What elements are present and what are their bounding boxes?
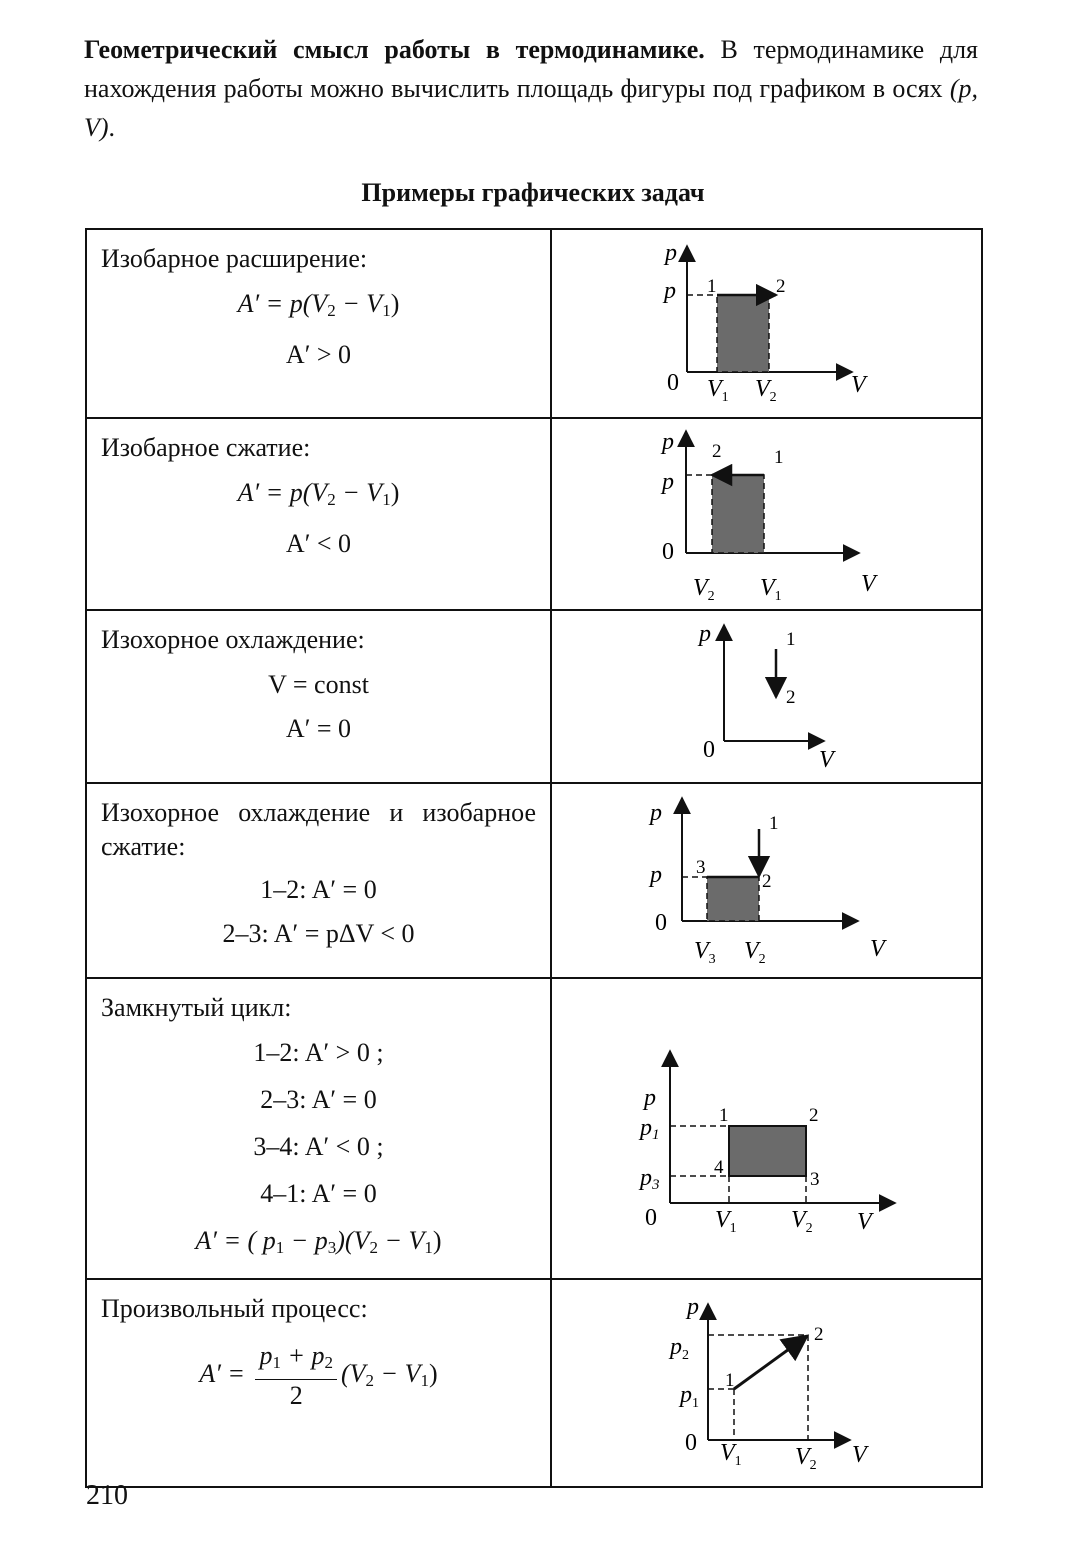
tick-label-v1: $V_1$ (715, 1207, 737, 1236)
process-name: Изобарное сжатие: (101, 433, 311, 462)
pv-graph-isobaric-compression (552, 419, 983, 604)
row-graph-closed-cycle (551, 978, 982, 1279)
work-area (712, 475, 764, 553)
pv-graph-isochoric-isobaric (552, 784, 983, 972)
step-1-2: 1–2: A′ = 0 (260, 875, 377, 904)
origin-label: 0 (703, 737, 715, 763)
step-2-3: 2–3: A′ = 0 (260, 1085, 377, 1114)
level-label-p: p (664, 278, 676, 304)
point-label-2: 2 (814, 1324, 824, 1345)
level-label-p: p (662, 469, 674, 495)
level-label-p: p (650, 862, 662, 888)
origin-label: 0 (662, 539, 674, 565)
origin-label: 0 (655, 910, 667, 936)
process-arrow (734, 1336, 807, 1389)
row-text-isobaric-expansion (86, 229, 551, 418)
process-name: Изохорное охлаждение: (101, 625, 365, 654)
tick-label-v2: $V_2$ (755, 376, 777, 405)
page-number: 210 (86, 1480, 128, 1511)
work-area (717, 295, 769, 372)
axis-label-p: p (665, 240, 677, 266)
origin-label: 0 (645, 1205, 657, 1231)
point-label-1: 1 (725, 1370, 735, 1391)
step-4-1: 4–1: A′ = 0 (260, 1179, 377, 1208)
axis-label-v: V (861, 571, 876, 597)
table-row (86, 1279, 982, 1487)
row-graph-arbitrary-process (551, 1279, 982, 1487)
pv-graph-closed-cycle (552, 979, 983, 1273)
axis-label-v: V (857, 1209, 872, 1235)
point-label-1: 1 (774, 447, 784, 468)
step-2-3: 2–3: A′ = pΔV < 0 (222, 919, 415, 948)
axis-label-p: p (699, 621, 711, 647)
pv-graph-isochoric-cooling (552, 611, 983, 777)
row-text-isobaric-compression (86, 418, 551, 610)
formula: V = const (268, 670, 369, 699)
tick-label-v3: $V_3$ (694, 938, 716, 967)
axes (724, 625, 824, 741)
axis-label-p: p (662, 429, 674, 455)
fraction: $\frac{p1 + p2}{2}$ (255, 1340, 337, 1412)
tick-label-v2: $V_2$ (744, 938, 766, 967)
table-row (86, 610, 982, 783)
row-graph-isobaric-expansion (551, 229, 982, 418)
formula: A′ = $\frac{p1 + p2}{2}$ (V2 − V1) (199, 1341, 438, 1410)
intro-text: В термодинамике для нахождения работы можно вычислить площадь фигуры под графиком в осях (84, 35, 978, 103)
row-graph-isochoric-isobaric (551, 783, 982, 978)
row-graph-isochoric-cooling (551, 610, 982, 783)
tick-label-v2: $V_2$ (693, 575, 715, 604)
origin-label: 0 (685, 1430, 697, 1456)
pv-graph-arbitrary-process (552, 1280, 983, 1481)
table-row (86, 229, 982, 418)
intro-title: Геометрический смысл работы в термодинамике. (84, 35, 705, 64)
level-label-p1: $p_1$ (680, 1382, 699, 1411)
row-graph-isobaric-compression (551, 418, 982, 610)
process-name: Замкнутый цикл: (101, 993, 292, 1022)
total-work-formula: A′ = ( p1 − p3)(V2 − V1) (195, 1226, 442, 1257)
process-name: Изобарное расширение: (101, 244, 368, 273)
origin-label: 0 (667, 370, 679, 396)
work-condition: A′ > 0 (285, 340, 352, 369)
axis-label-p: p (644, 1085, 656, 1111)
tick-label-v1: $V_1$ (760, 575, 782, 604)
row-text-isochoric-isobaric (86, 783, 551, 978)
point-label-2: 2 (776, 276, 786, 297)
formula: A′ = p(V2 − V1) (237, 289, 400, 320)
pv-graph-isobaric-expansion (552, 230, 983, 412)
process-name: Произвольный процесс: (101, 1294, 368, 1323)
level-label-p1: p1 (640, 1115, 660, 1143)
examples-table (85, 228, 983, 1488)
row-text-isochoric-cooling (86, 610, 551, 783)
tick-label-v1: $V_1$ (720, 1440, 742, 1469)
point-label-1: 1 (719, 1105, 729, 1126)
cycle-area (729, 1126, 806, 1176)
point-label-1: 1 (769, 813, 779, 834)
step-3-4: 3–4: A′ < 0 ; (253, 1132, 384, 1161)
axis-label-p: p (650, 800, 662, 826)
axis-label-p: p (687, 1294, 699, 1320)
axis-label-v: V (852, 1442, 867, 1468)
table-row (86, 783, 982, 978)
axis-label-v: V (851, 372, 866, 398)
work-condition: A′ = 0 (285, 714, 352, 743)
point-label-1: 1 (786, 629, 796, 650)
step-1-2: 1–2: A′ > 0 ; (253, 1038, 384, 1067)
work-condition: A′ < 0 (285, 529, 352, 558)
formula: A′ = p(V2 − V1) (237, 478, 400, 509)
tick-label-v2: $V_2$ (791, 1207, 813, 1236)
point-label-3: 3 (810, 1169, 820, 1190)
table-row (86, 418, 982, 610)
table-title: Примеры графических задач (361, 178, 705, 207)
axis-label-v: V (870, 936, 885, 962)
point-label-2: 2 (786, 687, 796, 708)
tick-label-v1: $V_1$ (707, 376, 729, 405)
intro-paragraph (84, 30, 978, 147)
point-label-2: 2 (809, 1105, 819, 1126)
intro-end: . (108, 113, 116, 142)
point-label-4: 4 (714, 1157, 724, 1178)
intro-axes: (p, V) (84, 74, 978, 142)
level-label-p3: p3 (640, 1165, 660, 1193)
point-label-1: 1 (707, 276, 717, 297)
table-row (86, 978, 982, 1279)
row-text-closed-cycle (86, 978, 551, 1279)
point-label-2: 2 (762, 871, 772, 892)
axis-label-v: V (819, 747, 834, 773)
level-label-p2: $p_2$ (670, 1334, 689, 1363)
work-area (707, 877, 759, 921)
row-text-arbitrary-process (86, 1279, 551, 1487)
tick-label-v2: $V_2$ (795, 1444, 817, 1473)
point-label-2: 2 (712, 441, 722, 462)
process-name: Изохорное охлаждение и изобарное сжатие: (101, 798, 536, 861)
point-label-3: 3 (696, 857, 706, 878)
